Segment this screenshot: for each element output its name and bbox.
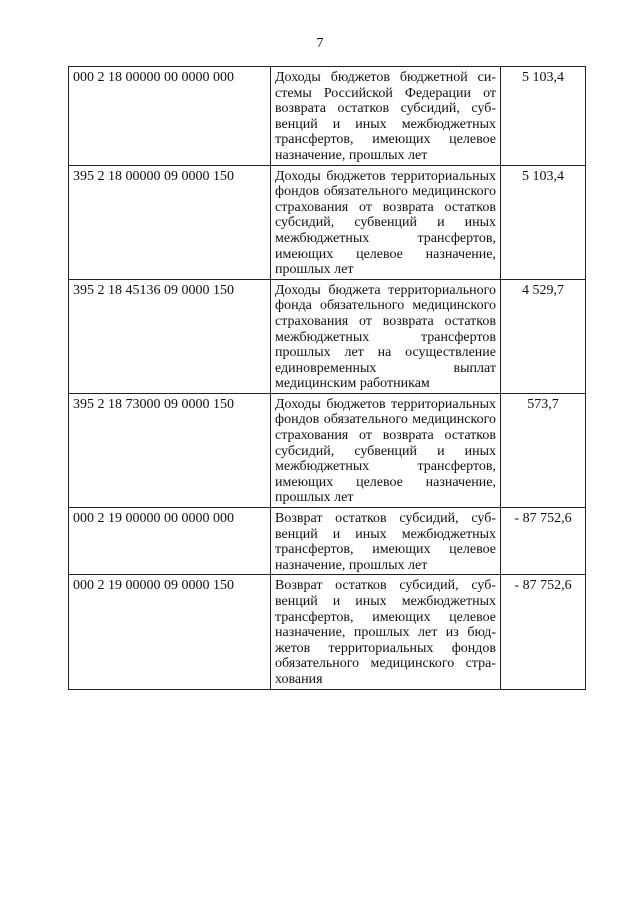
revenue-name: Возврат остатков субсидий, субвенций и иных межбюджетных трансфертов, имеющих целевое назначение, прошлых лет из бюджетов территориальных фондов обязательного медицинского страхования <box>271 575 501 689</box>
page-number: 7 <box>316 36 324 51</box>
budget-classification-code: 395 2 18 73000 09 0000 150 <box>69 393 271 507</box>
budget-classification-code: 395 2 18 45136 09 0000 150 <box>69 279 271 393</box>
amount-value: - 87 752,6 <box>501 575 586 689</box>
table-row <box>69 165 586 279</box>
amount-value: 573,7 <box>501 393 586 507</box>
budget-classification-code: 000 2 18 00000 00 0000 000 <box>69 67 271 166</box>
revenue-name: Доходы бюджетов территориальных фондов обязательного медицинского страхования от возврата остатков субсидий, субвенций и иных межбюджетных трансфертов, имеющих целевое назначение, прошлых лет <box>271 393 501 507</box>
table-row <box>69 279 586 393</box>
table-row <box>69 67 586 166</box>
budget-classification-code: 000 2 19 00000 00 0000 000 <box>69 508 271 575</box>
amount-value: 5 103,4 <box>501 165 586 279</box>
budget-revenue-table <box>68 66 586 690</box>
amount-value: 5 103,4 <box>501 67 586 166</box>
table-row <box>69 575 586 689</box>
budget-classification-code: 395 2 18 00000 09 0000 150 <box>69 165 271 279</box>
revenue-name: Возврат остатков субсидий, субвенций и иных межбюджетных трансфертов, имеющих целевое назначение, прошлых лет <box>271 508 501 575</box>
amount-value: - 87 752,6 <box>501 508 586 575</box>
table-row <box>69 508 586 575</box>
revenue-name: Доходы бюджетов бюджетной системы Российской Федерации от возврата остатков субсидий, субвенций и иных межбюджетных трансфертов, имеющих целевое назначение, прошлых лет <box>271 67 501 166</box>
revenue-name: Доходы бюджета территориального фонда обязательного медицинского страхования от возврата остатков межбюджетных трансфертов прошлых лет на осуществление единовременных выплат медицинским работникам <box>271 279 501 393</box>
amount-value: 4 529,7 <box>501 279 586 393</box>
budget-classification-code: 000 2 19 00000 09 0000 150 <box>69 575 271 689</box>
table-row <box>69 393 586 507</box>
revenue-name: Доходы бюджетов территориальных фондов обязательного медицинского страхования от возврата остатков субсидий, субвенций и иных межбюджетных трансфертов, имеющих целевое назначение, прошлых лет <box>271 165 501 279</box>
